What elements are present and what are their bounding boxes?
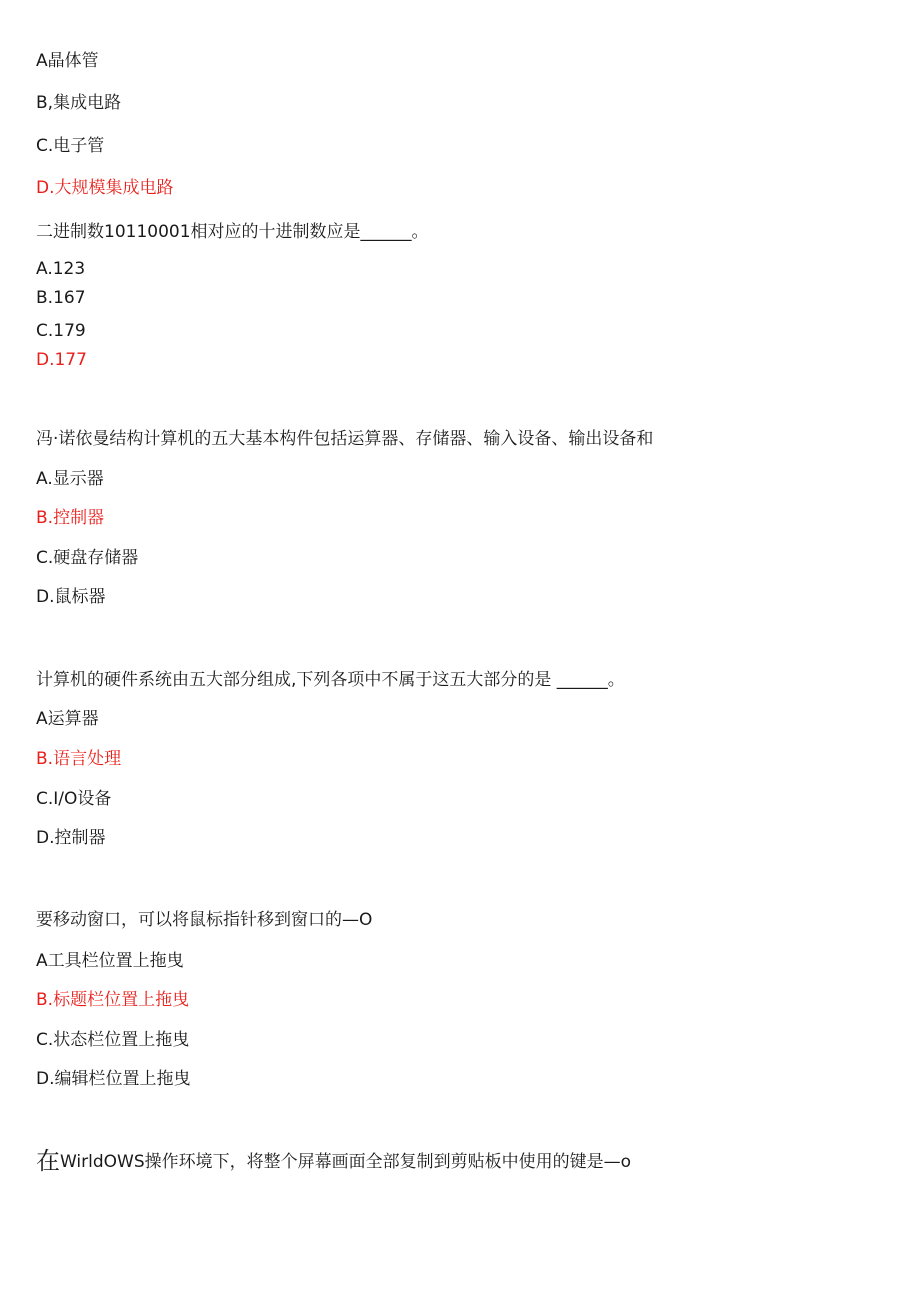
q4-option-d: D.编辑栏位置上拖曳 — [36, 1069, 191, 1089]
q0-option-c: C.电子管 — [36, 136, 105, 156]
q0-option-b: B,集成电路 — [36, 93, 122, 113]
q4-option-b-answer: B.标题栏位置上拖曳 — [36, 990, 190, 1010]
q5-question-text: WirldOWS操作环境下，将整个屏幕画面全部复制到剪贴板中使用的键是—o — [60, 1152, 632, 1172]
q4-question: 要移动窗口，可以将鼠标指针移到窗口的—O — [36, 910, 373, 930]
q4-option-c: C.状态栏位置上拖曳 — [36, 1030, 190, 1050]
q2-option-d: D.鼠标器 — [36, 587, 106, 607]
q5-question — [36, 1147, 632, 1175]
q1-option-b: B.167 — [36, 288, 86, 308]
q4-option-a: A工具栏位置上拖曳 — [36, 951, 184, 971]
q3-option-d: D.控制器 — [36, 828, 106, 848]
q2-option-b-answer: B.控制器 — [36, 508, 105, 528]
q0-option-d-answer: D.大规模集成电路 — [36, 178, 174, 198]
q1-option-d-answer: D.177 — [36, 350, 87, 370]
q1-option-a: A.123 — [36, 259, 86, 279]
q3-option-c: C.I/O设备 — [36, 789, 112, 809]
q2-option-c: C.硬盘存储器 — [36, 548, 139, 568]
q1-question: 二进制数10110001相对应的十进制数应是______。 — [36, 222, 429, 242]
q2-question: 冯·诺依曼结构计算机的五大基本构件包括运算器、存储器、输入设备、输出设备和 — [36, 429, 654, 449]
q3-question: 计算机的硬件系统由五大部分组成,下列各项中不属于这五大部分的是 ______。 — [36, 670, 625, 690]
q0-option-a: A晶体管 — [36, 51, 99, 71]
q3-option-a: A运算器 — [36, 709, 99, 729]
q5-lead-char: 在 — [36, 1147, 60, 1175]
q1-option-c: C.179 — [36, 321, 86, 341]
q3-option-b-answer: B.语言处理 — [36, 749, 122, 769]
q2-option-a: A.显示器 — [36, 469, 104, 489]
